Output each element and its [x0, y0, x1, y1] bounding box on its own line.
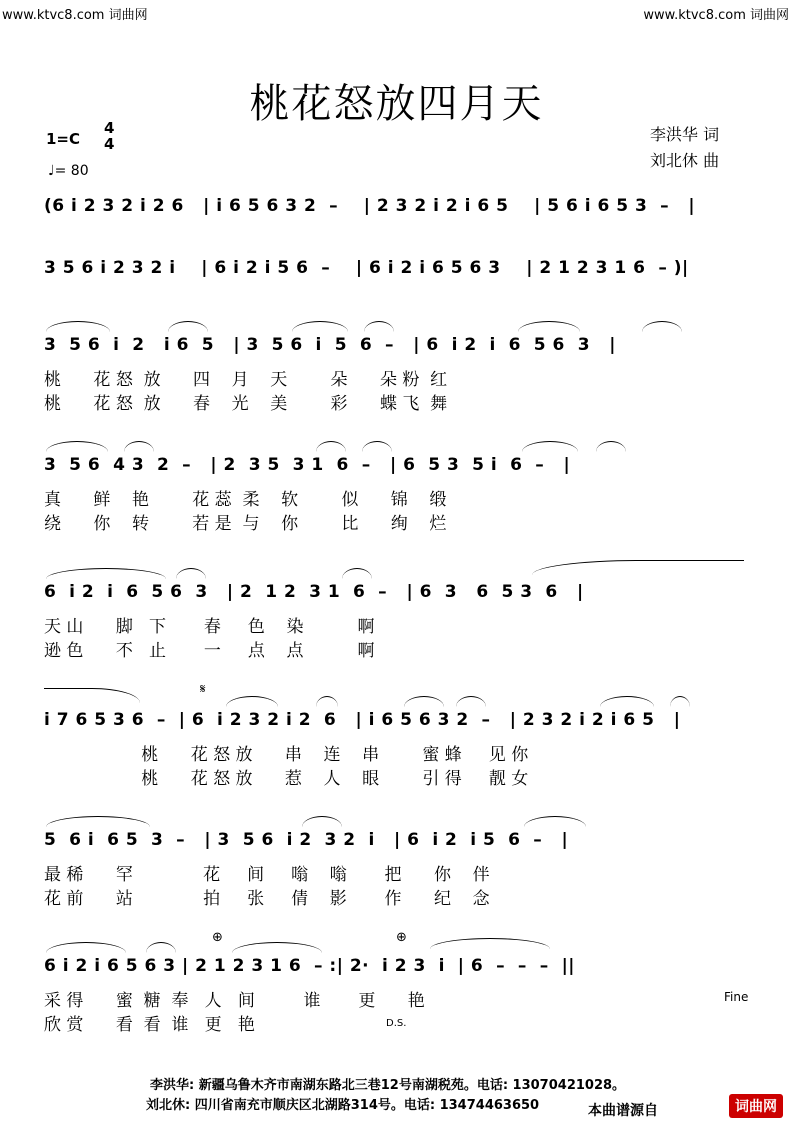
slur [232, 942, 322, 953]
coda-mark: ⊕ [212, 930, 223, 945]
score-row-5 [0, 582, 793, 661]
slur [364, 321, 394, 332]
lyric-verse-1: 真 鲜 艳 花 蕊 柔 软 似 锦 缎 [44, 490, 447, 510]
lyric-verse-1: 桃 花 怒 放 四 月 天 朵 朵 粉 红 [44, 370, 448, 390]
slur [404, 696, 444, 707]
slur [292, 321, 348, 332]
slur [642, 321, 682, 332]
slur [146, 942, 176, 953]
slur [670, 696, 690, 707]
slur [124, 441, 154, 452]
notes: 3 5 6 4 3 2 – | 2 3 5 3 1 6 – | 6 5 3 5 i 6 – | [44, 455, 571, 475]
segno-mark: 𝄋 [200, 682, 206, 697]
notes: 6 i 2 i 6 5 6 3 | 2 1 2 3 1 6 – :| 2· i 2 3 i | 6 – – – || [44, 956, 576, 976]
lyric-verse-2: 逊 色 不 止 一 点 点 啊 [44, 641, 375, 661]
score-row-6 [0, 682, 793, 789]
fine-mark: Fine [724, 990, 749, 1004]
song-title: 桃花怒放四月天 [249, 81, 544, 127]
lyric-verse-1: 天 山 脚 下 春 色 染 啊 [44, 617, 375, 637]
slur [316, 441, 346, 452]
lyric-verse-1: 最 稀 罕 花 间 嗡 嗡 把 你 伴 [44, 865, 490, 885]
slur [430, 938, 550, 949]
slur [226, 696, 278, 707]
key-signature: 1=C [46, 130, 81, 148]
notes: 3 5 6 i 2 i 6 5 | 3 5 6 i 5 6 – | 6 i 2 i 6 5 6 3 | [44, 335, 617, 355]
score-row-4 [0, 455, 793, 534]
slur [342, 568, 372, 579]
watermark-right: www.ktvc8.com 词曲网 [643, 8, 789, 23]
slur [600, 696, 654, 707]
slur [302, 816, 342, 827]
slur [168, 321, 208, 332]
time-sig-bottom: 4 [104, 135, 115, 153]
source-note: 本曲谱源自 [588, 1103, 658, 1119]
tempo: ♩= 80 [48, 163, 89, 179]
slur [46, 321, 110, 332]
slur [46, 568, 166, 579]
notes: i 7 6 5 3 6 – | 6 i 2 3 2 i 2 6 | i 6 5 6 3 2 – | 2 3 2 i 2 i 6 5 | [44, 710, 681, 730]
slur [316, 696, 338, 707]
score-row-2 [0, 258, 793, 298]
slur [518, 321, 580, 332]
slur [46, 942, 126, 953]
site-badge[interactable]: 词曲网 [729, 1094, 783, 1118]
time-signature [104, 120, 114, 152]
composer-credit: 刘北休 曲 [650, 151, 720, 170]
lyric-verse-2: 欣 赏 看 看 谁 更 艳 [44, 1015, 255, 1035]
lyric-verse-1: 桃 花 怒 放 串 连 串 蜜 蜂 见 你 [44, 745, 529, 765]
lyric-verse-1: 采 得 蜜 糖 奉 人 间 谁 更 艳 [44, 991, 425, 1011]
slur [46, 441, 108, 452]
notes: 5 6 i 6 5 3 – | 3 5 6 i 2 3 2 i | 6 i 2 i 5 6 – | [44, 830, 569, 850]
score-row-8 [0, 930, 793, 1035]
slur [524, 816, 586, 827]
lyricist-credit: 李洪华 词 [650, 125, 720, 144]
notes: 6 i 2 i 6 5 6 3 | 2 1 2 3 1 6 – | 6 3 6 5 3 6 | [44, 582, 584, 602]
footer-composer-address: 刘北休: 四川省南充市顺庆区北湖路314号。电话: 13474463650 [146, 1098, 540, 1113]
watermark-left: www.ktvc8.com 词曲网 [2, 8, 148, 23]
slur [596, 441, 626, 452]
slur [456, 696, 486, 707]
lyric-verse-2: 绕 你 转 若 是 与 你 比 绚 烂 [44, 514, 447, 534]
tie [532, 560, 744, 575]
footer-lyricist-address: 李洪华: 新疆乌鲁木齐市南湖东路北三巷12号南湖税苑。电话: 13070421028。 [150, 1078, 626, 1093]
tie [44, 688, 140, 703]
coda-mark: ⊕ [396, 930, 407, 945]
score-row-7 [0, 830, 793, 909]
slur [176, 568, 206, 579]
score-row-3 [0, 335, 793, 414]
lyric-verse-2: 桃 花 怒 放 惹 人 眼 引 得 靓 女 [44, 769, 529, 789]
slur [522, 441, 578, 452]
slur [46, 816, 150, 827]
ds-mark: D.S. [386, 1018, 407, 1029]
slur [362, 441, 392, 452]
score-row-1 [0, 196, 793, 236]
notes: 3 5 6 i 2 3 2 i | 6 i 2 i 5 6 – | 6 i 2 i 6 5 6 3 | 2 1 2 3 1 6 – )| [44, 258, 689, 278]
time-sig-top: 4 [104, 119, 115, 137]
lyric-verse-2: 桃 花 怒 放 春 光 美 彩 蝶 飞 舞 [44, 394, 448, 414]
lyric-verse-2: 花 前 站 拍 张 倩 影 作 纪 念 [44, 889, 490, 909]
notes: (6 i 2 3 2 i 2 6 | i 6 5 6 3 2 – | 2 3 2 i 2 i 6 5 | 5 6 i 6 5 3 – | [44, 196, 696, 216]
